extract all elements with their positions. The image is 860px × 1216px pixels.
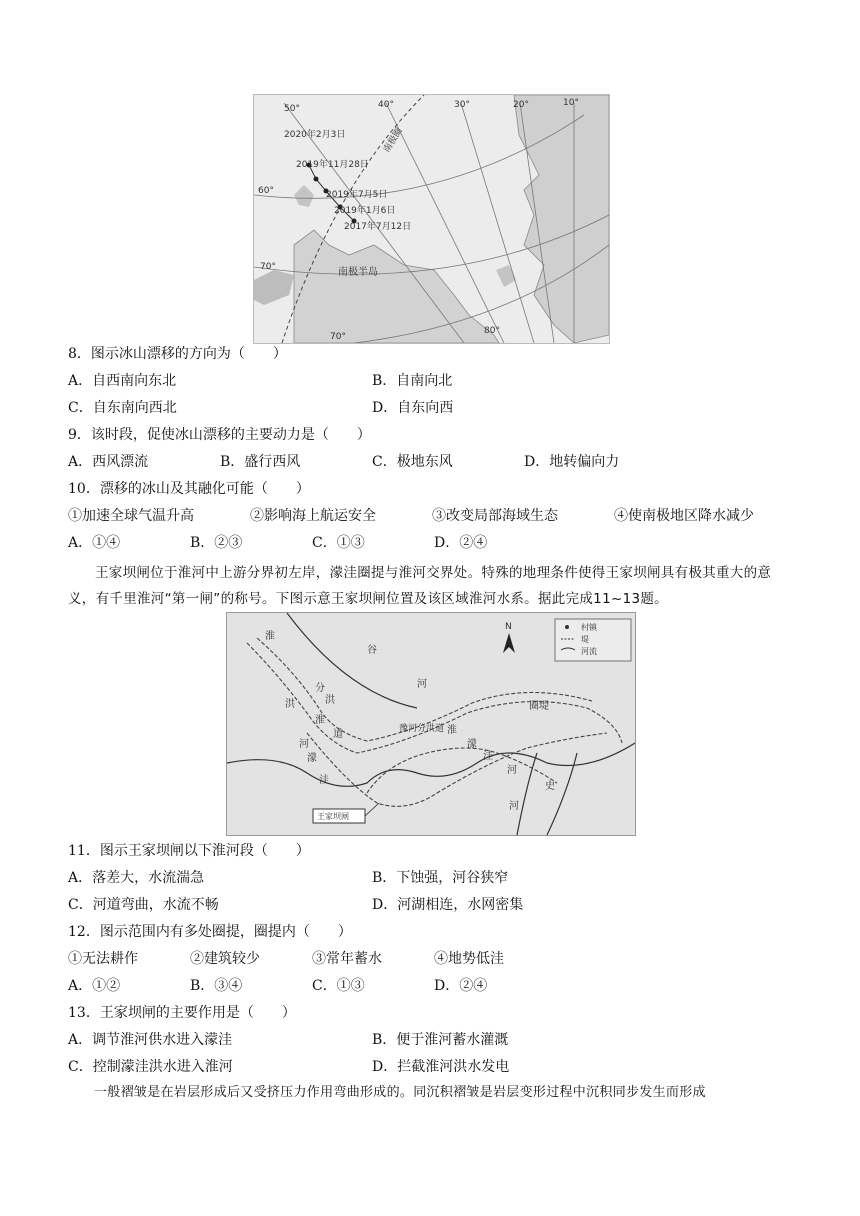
q9-option-d: D．地转偏向力 — [524, 454, 620, 470]
map-label-5: 分 — [315, 683, 325, 694]
lon-label-10: 10° — [563, 98, 579, 108]
lon-label-50: 50° — [284, 104, 300, 114]
q9-option-c: C．极地东风 — [372, 454, 453, 470]
q12-item-1: ①无法耕作 — [68, 951, 138, 967]
q8-option-d: D．自东向西 — [372, 400, 454, 416]
q11-option-c: C．河道弯曲，水流不畅 — [68, 897, 219, 913]
q13-option-c: C．控制濛洼洪水进入淮河 — [68, 1059, 233, 1075]
q9-stem: 9．该时段，促使冰山漂移的主要动力是（ ） — [68, 427, 371, 443]
q12-option-c: C．①③ — [312, 978, 365, 994]
map-label-4: 洪 — [285, 699, 295, 710]
q10-option-b: B．②③ — [190, 535, 243, 551]
dam-label: 王家坝闸 — [317, 812, 349, 821]
q12-item-2: ②建筑较少 — [190, 951, 260, 967]
q10-item-2: ②影响海上航运安全 — [250, 508, 376, 524]
q8-option-c: C．自东南向西北 — [68, 400, 177, 416]
q12-stem: 12．图示范围内有多处圈提，圈提内（ ） — [68, 924, 352, 940]
north-arrow-icon — [503, 622, 515, 653]
q11-option-b: B．下蚀强，河谷狭窄 — [372, 870, 509, 886]
lat-label-60: 60° — [258, 186, 274, 196]
map-label-2: 谷 — [367, 645, 377, 656]
passage-folds: 一般褶皱是在岩层形成后又受挤压力作用弯曲形成的。同沉积褶皱是岩层变形过程中沉积同步发生而形成 — [94, 1085, 706, 1100]
q10-item-1: ①加速全球气温升高 — [68, 508, 194, 524]
q11-option-a: A．落差大，水流湍急 — [68, 870, 205, 886]
q8-option-a: A．自西南向东北 — [68, 373, 177, 389]
huaihe-map-svg — [227, 613, 635, 835]
map-label-12: 濛 — [467, 739, 477, 750]
q10-option-c: C．①③ — [312, 535, 365, 551]
lon-label-30: 30° — [454, 100, 470, 110]
date-label-3: 2019年7月5日 — [326, 190, 388, 200]
q9-option-a: A．西风漂流 — [68, 454, 149, 470]
map-label-16: 河 — [507, 765, 517, 776]
q11-option-d: D．河湖相连，水网密集 — [372, 897, 524, 913]
peninsula-label: 南极半岛 — [338, 267, 378, 278]
q13-option-a: A．调节淮河供水进入濛洼 — [68, 1032, 233, 1048]
legend-river: 河流 — [581, 647, 597, 656]
legend-village: 村镇 — [581, 623, 597, 632]
iceberg-map-svg — [254, 95, 609, 343]
q10-item-3: ③改变局部海域生态 — [432, 508, 558, 524]
date-label-2: 2019年11月28日 — [296, 160, 369, 170]
legend-levee: 堤 — [581, 635, 589, 644]
date-label-4: 2019年1月6日 — [334, 206, 396, 216]
date-label-1: 2020年2月3日 — [284, 130, 346, 140]
iceberg-drift-map — [253, 94, 610, 344]
q12-option-a: A．①② — [68, 978, 121, 994]
q10-item-4: ④使南极地区降水减少 — [614, 508, 754, 524]
map-label-10: 豫河分洪道 — [399, 724, 445, 734]
map-label-3: 河 — [417, 679, 427, 690]
date-label-5: 2017年7月12日 — [344, 222, 412, 232]
q12-option-d: D．②④ — [434, 978, 488, 994]
q10-option-a: A．①④ — [68, 535, 121, 551]
svg-text:N: N — [505, 622, 512, 632]
q13-stem: 13．王家坝闸的主要作用是（ ） — [68, 1005, 296, 1021]
map-label-7: 洪 — [325, 695, 335, 706]
bottom-label-70: 70° — [330, 332, 346, 342]
q10-stem: 10．漂移的冰山及其融化可能（ ） — [68, 481, 310, 497]
map-label-15: 洼 — [319, 775, 329, 786]
q12-option-b: B．③④ — [190, 978, 243, 994]
q12-item-4: ④地势低洼 — [434, 951, 504, 967]
bottom-label-80: 80° — [484, 326, 500, 336]
map-label-1: 淮 — [265, 631, 275, 642]
map-label-6: 淮 — [315, 715, 325, 726]
map-label-17: 史 — [545, 781, 555, 792]
q13-option-b: B．便于淮河蓄水灌溉 — [372, 1032, 509, 1048]
lon-label-20: 20° — [513, 100, 529, 110]
q8-stem: 8．图示冰山漂移的方向为（ ） — [68, 346, 287, 362]
map-label-19: 淮 — [447, 725, 457, 736]
q11-stem: 11．图示王家坝闸以下淮河段（ ） — [68, 843, 310, 859]
q12-item-3: ③常年蓄水 — [312, 951, 382, 967]
antarctic-circle-label: 南极圈 — [382, 126, 405, 155]
huaihe-river-map — [226, 612, 636, 836]
map-label-8: 道 — [333, 729, 343, 740]
passage-wangjiaba: 王家坝闸位于淮河中上游分界初左岸，濛洼圈提与淮河交界处。特殊的地理条件使得王家坝闸具有极其重大的意义，有千里淮河“第一闸”的称号。下图示意王家坝闸位置及该区域淮河水系。据此完成11~13题。 — [68, 565, 772, 607]
q10-option-d: D．②④ — [434, 535, 488, 551]
q13-option-d: D．拦截淮河洪水发电 — [372, 1059, 510, 1075]
q9-option-b: B．盛行西风 — [220, 454, 301, 470]
map-label-9: 河 — [299, 739, 309, 750]
map-label-11: 圈堤 — [529, 701, 549, 712]
map-label-18: 河 — [509, 801, 519, 812]
q8-option-b: B．自南向北 — [372, 373, 453, 389]
lon-label-40: 40° — [378, 100, 394, 110]
lat-label-70: 70° — [260, 262, 276, 272]
map-label-14: 濛 — [307, 753, 317, 764]
map-label-13: 洼 — [483, 751, 493, 762]
